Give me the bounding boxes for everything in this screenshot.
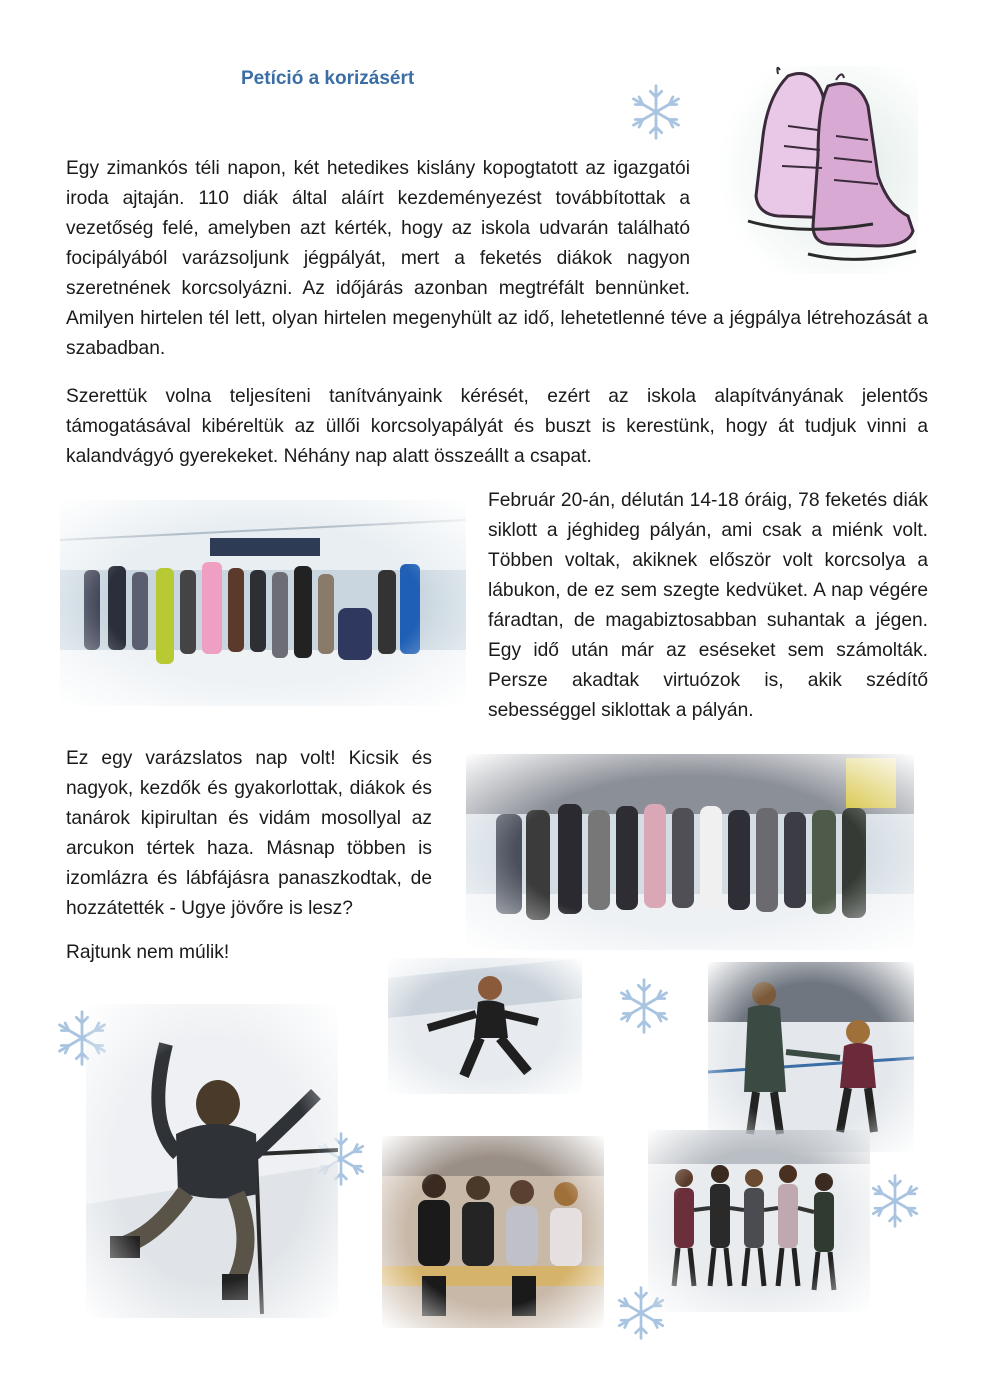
group-photo-ice-rink bbox=[60, 500, 466, 706]
rental-paragraph: Szerettük volna teljesíteni tanítványaink kérését, ezért az iskola alapítványának jelentős támogatásával kibéreltük az üllői korcsolyapályát és buszt is kerestünk, hogy át tudjuk vinni a kalandvágyó gyerekeket. Néhány nap alatt összeállt a csapat. bbox=[66, 386, 928, 467]
snowflake-icon bbox=[866, 1172, 924, 1230]
page-title: Petíció a korizásért bbox=[241, 68, 415, 89]
two-skaters-holding-hands bbox=[708, 962, 914, 1152]
closing-line: Rajtunk nem múlik! bbox=[66, 942, 230, 963]
snowflake-icon bbox=[624, 82, 688, 142]
group-photo-ice-rink-2 bbox=[466, 754, 914, 950]
intro-paragraph-text: Egy zimankós téli napon, két hetedikes kislány kopogtatott az igazgatói iroda ajtaján. 110 diák által aláírt kezdeményezést továbbítottak a vezetőség felé, amelyben azt kérték, hogy az iskola udvarán található focipályából varázsoljunk jégpályát, mert a feketés diákok nagyon szeretnének korcsolyázni. Az időjárás azonban megtréfált bennünket. Amilyen hirtelen tél lett, olyan hirtelen megenyhült az idő, lehetetlenné téve a jégpálya létrehozását a szabadban. bbox=[66, 158, 928, 359]
student-falling-on-ice bbox=[86, 1004, 338, 1318]
closing-paragraph: Ez egy varázslatos nap volt! Kicsik és nagyok, kezdők és gyakorlottak, diákok és tanárok kipirultan és vidám mosollyal az arcukon tértek haza. Másnap többen is izomlázra és lábfájásra panaszkodtak, de hozzátették - Ugye jövőre is lesz? bbox=[66, 748, 432, 919]
student-skating bbox=[388, 958, 582, 1094]
event-paragraph: Február 20-án, délután 14-18 óráig, 78 feketés diák siklott a jéghideg pályán, ami csak a miénk volt. Többen voltak, akiknek először volt korcsolya a lábukon, de ez sem szegte kedvüket. A nap végére fáradtan, de magabiztosabban suhantak a jégen. Egy idő után már az eséseket sem számolták. Persze akadtak virtuózok is, akik szédítő sebességgel siklottak a pályán. bbox=[488, 490, 928, 721]
skaters-holding-hands-in-line bbox=[648, 1130, 870, 1312]
image-float-spacer bbox=[690, 154, 928, 304]
students-on-bench-with-drinks bbox=[382, 1136, 604, 1328]
intro-paragraph bbox=[66, 154, 928, 364]
snowflake-icon bbox=[614, 976, 674, 1036]
